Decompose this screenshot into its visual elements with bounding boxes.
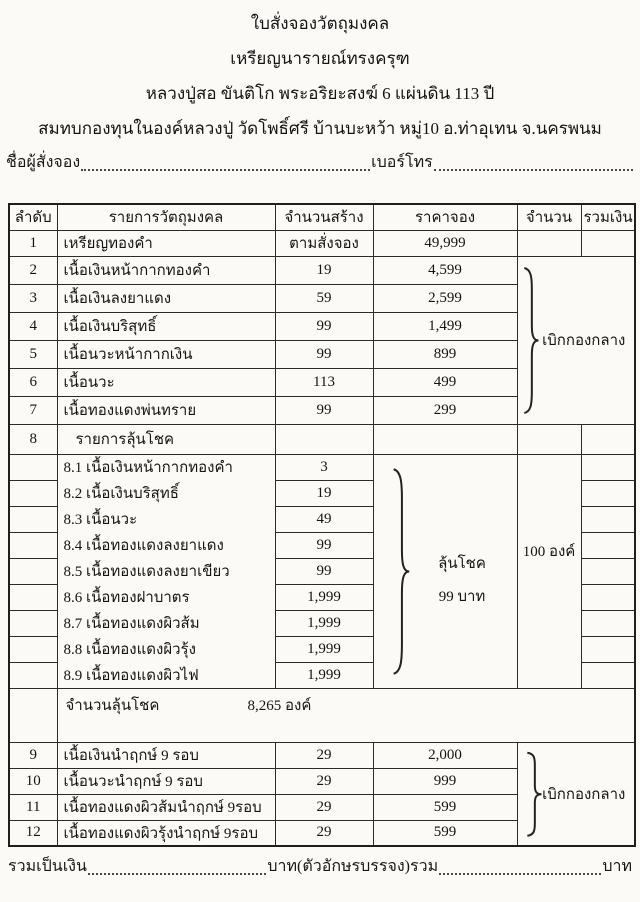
cell-price: 4,599	[373, 256, 517, 284]
cell-no	[9, 532, 57, 558]
orderer-name-label: ชื่อผู้สั่งจอง	[6, 154, 81, 171]
cell-no	[9, 662, 57, 688]
cell-price: 599	[373, 820, 517, 846]
col-header-qty: จำนวน	[517, 204, 581, 230]
cell-total	[581, 480, 635, 506]
cell-item: เนื้อนวะนำฤกษ์ 9 รอบ	[57, 768, 275, 794]
col-header-item: รายการวัตถุมงคล	[57, 204, 275, 230]
lucky-note-line1: ลุ้นโชค	[438, 555, 486, 572]
cell-item: 8.3 เนื้อนวะ	[57, 506, 275, 532]
cell-made: 99	[275, 340, 373, 368]
cell-item: เนื้อทองแดงผิวส้มนำฤกษ์ 9รอบ	[57, 794, 275, 820]
form-subtitle-medal: เหรียญนารายณ์ทรงครุฑ	[230, 49, 410, 68]
orderer-phone-line	[6, 152, 634, 174]
cell-total	[581, 506, 635, 532]
group-cell-lucky-price	[373, 454, 517, 688]
cell-item: 8.8 เนื้อทองแดงผิวรุ้ง	[57, 636, 275, 662]
cell-item: 8.2 เนื้อเงินบริสุทธิ์	[57, 480, 275, 506]
cell-no: 12	[9, 820, 57, 846]
orderer-name-field	[81, 153, 370, 171]
lucky-price-note	[374, 548, 517, 614]
cell-no: 6	[9, 368, 57, 396]
form-subtitle-temple: สมทบกองทุนในองค์หลวงปู่ วัดโพธิ์ศรี บ้านบะหว้า หมู่10 อ.ท่าอุเทน จ.นครพนม	[38, 119, 602, 138]
table-row	[9, 230, 635, 256]
cell-total	[581, 636, 635, 662]
cell-made: 99	[275, 396, 373, 424]
cell-item: เนื้อทองแดงผิวรุ้งนำฤกษ์ 9รอบ	[57, 820, 275, 846]
cell-item: รายการลุ้นโชค	[57, 424, 275, 454]
form-header	[0, 0, 640, 146]
phone-label: เบอร์โทร	[371, 154, 433, 171]
cell-no: 3	[9, 284, 57, 312]
cell-made: 29	[275, 820, 373, 846]
grand-total-mid-label: บาท(ตัวอักษรบรรจง)รวม	[267, 858, 439, 875]
cell-price: 2,000	[373, 742, 517, 768]
cell-price: 299	[373, 396, 517, 424]
table-row-lucky-header	[9, 424, 635, 454]
cell-made: 49	[275, 506, 373, 532]
cell-no	[9, 454, 57, 480]
cell-made: 59	[275, 284, 373, 312]
grand-total-label: รวมเป็นเงิน	[8, 858, 87, 875]
cell-no	[9, 636, 57, 662]
cell-made: 1,999	[275, 636, 373, 662]
cell-item: 8.9 เนื้อทองแดงผิวไฟ	[57, 662, 275, 688]
col-header-made: จำนวนสร้าง	[275, 204, 373, 230]
cell-made: 29	[275, 742, 373, 768]
cell-qty	[517, 424, 581, 454]
cell-no	[9, 688, 57, 742]
cell-item: เนื้อทองแดงพ่นทราย	[57, 396, 275, 424]
cell-item: 8.5 เนื้อทองแดงลงยาเขียว	[57, 558, 275, 584]
cell-no	[9, 558, 57, 584]
lucky-note-line2: 99 บาท	[438, 588, 486, 605]
cell-made: 1,999	[275, 584, 373, 610]
grand-total-line	[8, 856, 632, 878]
phone-field	[434, 153, 633, 171]
cell-made	[275, 424, 373, 454]
cell-total	[581, 558, 635, 584]
cell-no: 10	[9, 768, 57, 794]
cell-item: เนื้อเงินนำฤกษ์ 9 รอบ	[57, 742, 275, 768]
cell-no: 4	[9, 312, 57, 340]
cell-item: เนื้อเงินลงยาแดง	[57, 284, 275, 312]
table-row-lucky	[9, 454, 635, 480]
group-cell-central-fund-2	[517, 742, 635, 846]
lucky-total-label: จำนวนลุ้นโชค	[65, 697, 160, 714]
group-cell-lucky-qty	[517, 454, 581, 688]
cell-price: 899	[373, 340, 517, 368]
cell-price: 999	[373, 768, 517, 794]
form-subtitle-monk: หลวงปู่สอ ขันติโก พระอริยะสงฆ์ 6 แผ่นดิน 113 ปี	[145, 84, 495, 103]
cell-made: 99	[275, 558, 373, 584]
cell-made: 1,999	[275, 610, 373, 636]
cell-item: 8.7 เนื้อทองแดงผิวส้ม	[57, 610, 275, 636]
cell-item: 8.6 เนื้อทองฝาบาตร	[57, 584, 275, 610]
cell-no: 1	[9, 230, 57, 256]
cell-no	[9, 610, 57, 636]
cell-made: 3	[275, 454, 373, 480]
group-brace-icon	[524, 751, 544, 838]
cell-price: 599	[373, 794, 517, 820]
order-table	[8, 203, 636, 847]
cell-made: 99	[275, 532, 373, 558]
cell-no: 9	[9, 742, 57, 768]
cell-item: 8.4 เนื้อทองแดงลงยาแดง	[57, 532, 275, 558]
cell-no	[9, 584, 57, 610]
cell-made: 113	[275, 368, 373, 396]
cell-made: 19	[275, 256, 373, 284]
cell-item: เนื้อนวะ	[57, 368, 275, 396]
cell-no: 7	[9, 396, 57, 424]
group-note: เบิกกองกลาง	[542, 786, 626, 803]
grand-total-amount-field	[88, 858, 266, 875]
cell-item: เนื้อนวะหน้ากากเงิน	[57, 340, 275, 368]
cell-total	[581, 584, 635, 610]
cell-no: 8	[9, 424, 57, 454]
cell-total	[581, 454, 635, 480]
lucky-qty-value: 100 องค์	[522, 544, 576, 560]
group-brace-icon	[521, 265, 541, 416]
group-note: เบิกกองกลาง	[542, 333, 626, 349]
cell-total	[581, 610, 635, 636]
cell-made: 1,999	[275, 662, 373, 688]
cell-price	[373, 424, 517, 454]
col-header-price: ราคาจอง	[373, 204, 517, 230]
cell-item: 8.1 เนื้อเงินหน้ากากทองคำ	[57, 454, 275, 480]
cell-total	[581, 532, 635, 558]
cell-total	[581, 424, 635, 454]
cell-no	[9, 506, 57, 532]
cell-price: 1,499	[373, 312, 517, 340]
cell-total	[581, 230, 635, 256]
cell-total	[581, 662, 635, 688]
cell-qty	[517, 230, 581, 256]
cell-item: เนื้อเงินบริสุทธิ์	[57, 312, 275, 340]
grand-total-unit-label: บาท	[602, 858, 632, 875]
cell-made: 29	[275, 768, 373, 794]
grand-total-words-field	[439, 858, 601, 875]
cell-no: 2	[9, 256, 57, 284]
col-header-no: ลำดับ	[9, 204, 57, 230]
cell-item: เหรียญทองคำ	[57, 230, 275, 256]
table-row	[9, 742, 635, 768]
cell-price: 2,599	[373, 284, 517, 312]
cell-price: 49,999	[373, 230, 517, 256]
cell-no: 11	[9, 794, 57, 820]
cell-price: 499	[373, 368, 517, 396]
cell-item: เนื้อเงินหน้ากากทองคำ	[57, 256, 275, 284]
cell-made: 19	[275, 480, 373, 506]
cell-made: 29	[275, 794, 373, 820]
lucky-total-cell	[57, 688, 635, 742]
form-title: ใบสั่งจองวัตถุมงคล	[250, 14, 390, 33]
cell-no	[9, 480, 57, 506]
col-header-total: รวมเงิน	[581, 204, 635, 230]
cell-no: 5	[9, 340, 57, 368]
cell-made: 99	[275, 312, 373, 340]
table-header-row	[9, 204, 635, 230]
lucky-total-value: 8,265 องค์	[247, 697, 312, 714]
table-row-lucky-total	[9, 688, 635, 742]
cell-made: ตามสั่งจอง	[275, 230, 373, 256]
table-row	[9, 256, 635, 284]
group-cell-central-fund	[517, 256, 635, 424]
